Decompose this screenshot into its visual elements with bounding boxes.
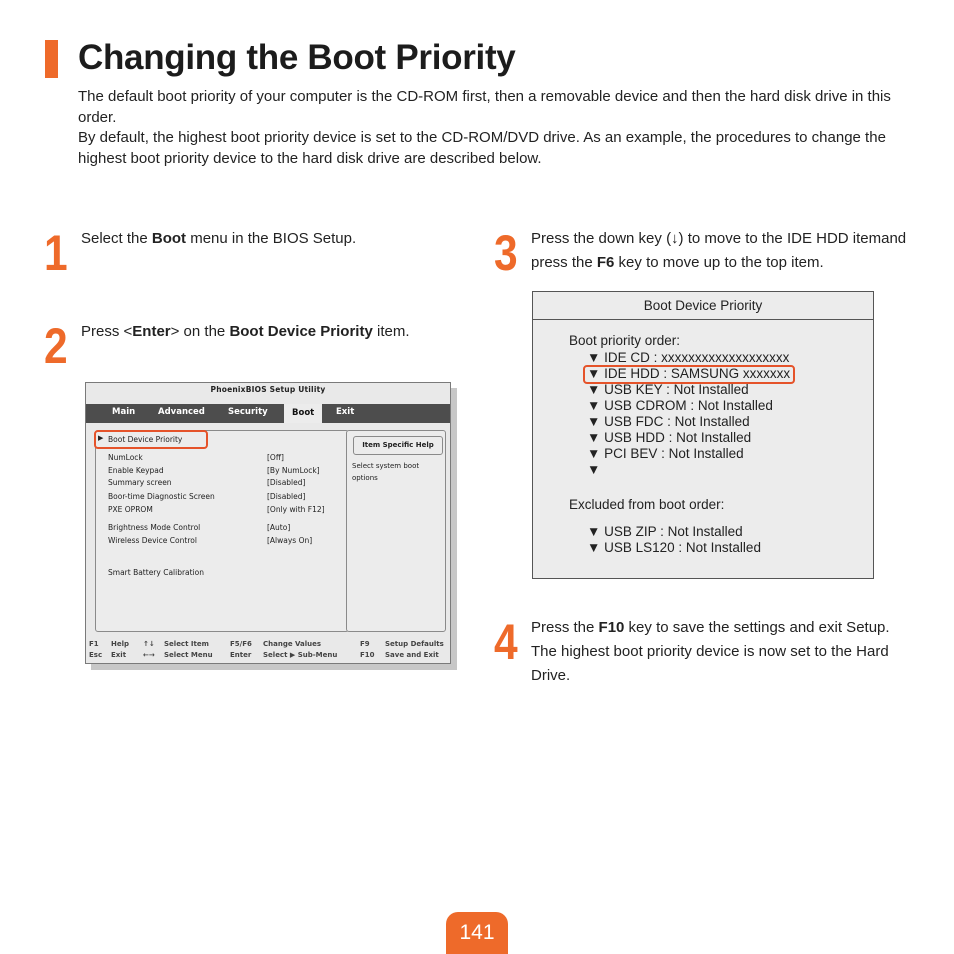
bios-menu-boot[interactable]: Boot: [284, 404, 322, 423]
step-number: 2: [44, 318, 68, 374]
key-esc: Esc: [89, 651, 103, 659]
step-1-text: [81, 227, 441, 251]
boot-order-item[interactable]: ▼ USB KEY : Not Installed: [587, 382, 749, 397]
excluded-item[interactable]: ▼ USB LS120 : Not Installed: [587, 540, 761, 555]
key-enter: Enter: [230, 651, 252, 659]
bios-settings-panel: [95, 430, 349, 632]
intro-paragraph: By default, the highest boot priority device is set to the CD-ROM/DVD drive. As an example, the procedures to change the highest boot priority device to the hard disk drive are described below.: [78, 129, 886, 167]
intro-text: [78, 87, 918, 169]
bios-menu-security[interactable]: Security: [228, 407, 268, 417]
step-number: 3: [494, 225, 518, 281]
bios-item-value: [By NumLock]: [267, 466, 320, 475]
bios-item-label[interactable]: Enable Keypad: [108, 466, 164, 475]
step-text-part: item.: [372, 323, 410, 340]
bios-item-label[interactable]: NumLock: [108, 453, 143, 462]
step-text-bold: F10: [598, 619, 625, 636]
bios-item-label[interactable]: Summary screen: [108, 478, 172, 487]
boot-order-item[interactable]: ▼ IDE HDD : SAMSUNG xxxxxxx: [587, 366, 791, 381]
excluded-item[interactable]: ▼ USB ZIP : Not Installed: [587, 524, 743, 539]
page-number: 141: [459, 921, 495, 944]
step-text-bold: Boot Device Priority: [229, 323, 373, 340]
boot-order-item[interactable]: ▼ USB CDROM : Not Installed: [587, 398, 773, 413]
title-accent-bar: [45, 40, 58, 78]
step-2-text: [81, 320, 461, 344]
key-desc: Select Item: [164, 640, 209, 648]
pointer-icon: ▶: [98, 434, 104, 442]
key-f10: F10: [360, 651, 375, 659]
key-f1: F1: [89, 640, 99, 648]
key-desc: Change Values: [263, 640, 322, 648]
key-f5f6: F5/F6: [230, 640, 252, 648]
key-desc: Exit: [111, 651, 127, 659]
key-desc: Save and Exit: [385, 651, 439, 659]
bios-item-value: [Only with F12]: [267, 505, 325, 514]
bios-item-boot-device-priority[interactable]: Boot Device Priority: [108, 435, 183, 444]
bios-item-value: [Always On]: [267, 536, 313, 545]
step-text-part: Press the: [531, 619, 599, 636]
panel-header: Boot Device Priority: [533, 292, 873, 320]
bios-item-label[interactable]: PXE OPROM: [108, 505, 153, 514]
step-text-part: Select the: [81, 230, 152, 247]
bios-help-title: Item Specific Help: [353, 436, 443, 455]
bios-help-text: Select system boot options: [352, 462, 420, 482]
key-desc: Select ▶ Sub-Menu: [263, 651, 338, 659]
bios-help-panel: [346, 430, 446, 632]
order-label: Boot priority order:: [569, 333, 681, 348]
bios-screenshot: [85, 382, 451, 664]
step-text-bold: F6: [596, 254, 615, 271]
boot-order-item[interactable]: ▼ USB HDD : Not Installed: [587, 430, 752, 445]
step-4-text: [531, 616, 916, 688]
bios-item-value: [Disabled]: [267, 478, 306, 487]
key-desc: Setup Defaults: [385, 640, 444, 648]
boot-device-priority-panel: [532, 291, 874, 579]
bios-item-label[interactable]: Boor-time Diagnostic Screen: [108, 492, 215, 501]
step-text-part: > on the: [170, 323, 230, 340]
key-leftright: ←→: [143, 651, 155, 659]
step-3-text: [531, 227, 916, 275]
step-number: 4: [494, 614, 518, 670]
bios-menu-bar: [86, 404, 450, 423]
bios-menu-exit[interactable]: Exit: [336, 407, 355, 417]
step-number: 1: [44, 225, 68, 281]
step-text-part: Press the down key (↓) to move to the IDE HDD itemand press the: [531, 230, 907, 271]
bios-item-label[interactable]: Smart Battery Calibration: [108, 568, 205, 577]
bios-item-value: [Off]: [267, 453, 284, 462]
boot-order-item[interactable]: ▼ PCI BEV : Not Installed: [587, 446, 744, 461]
excluded-label: Excluded from boot order:: [569, 497, 725, 512]
bios-item-value: [Auto]: [267, 523, 291, 532]
step-text-part: key to save the settings and exit Setup. The highest boot priority device is now set to the Hard Drive.: [531, 619, 890, 684]
step-text-part: key to move up to the top item.: [614, 254, 824, 271]
key-desc: Select Menu: [164, 651, 213, 659]
key-f9: F9: [360, 640, 370, 648]
bios-item-label[interactable]: Wireless Device Control: [108, 536, 197, 545]
step-text-part: Press <: [81, 323, 133, 340]
step-text-bold: Boot: [151, 230, 187, 247]
key-updown: ↑↓: [143, 640, 155, 648]
key-desc: Help: [111, 640, 130, 648]
step-text-bold: Enter: [132, 323, 171, 340]
boot-order-item[interactable]: ▼ USB FDC : Not Installed: [587, 414, 750, 429]
bios-item-value: [Disabled]: [267, 492, 306, 501]
boot-order-item[interactable]: ▼ IDE CD : xxxxxxxxxxxxxxxxxxx: [587, 350, 790, 365]
bios-menu-main[interactable]: Main: [112, 407, 136, 417]
intro-paragraph: The default boot priority of your computer is the CD-ROM first, then a removable device and then the hard disk drive in this order.: [78, 88, 891, 126]
step-text-part: menu in the BIOS Setup.: [186, 230, 357, 247]
page-title: Changing the Boot Priority: [78, 38, 516, 77]
bios-title: PhoenixBIOS Setup Utility: [210, 385, 326, 394]
bios-menu-advanced[interactable]: Advanced: [158, 407, 205, 417]
bios-item-label[interactable]: Brightness Mode Control: [108, 523, 201, 532]
boot-order-item[interactable]: ▼: [587, 462, 601, 477]
